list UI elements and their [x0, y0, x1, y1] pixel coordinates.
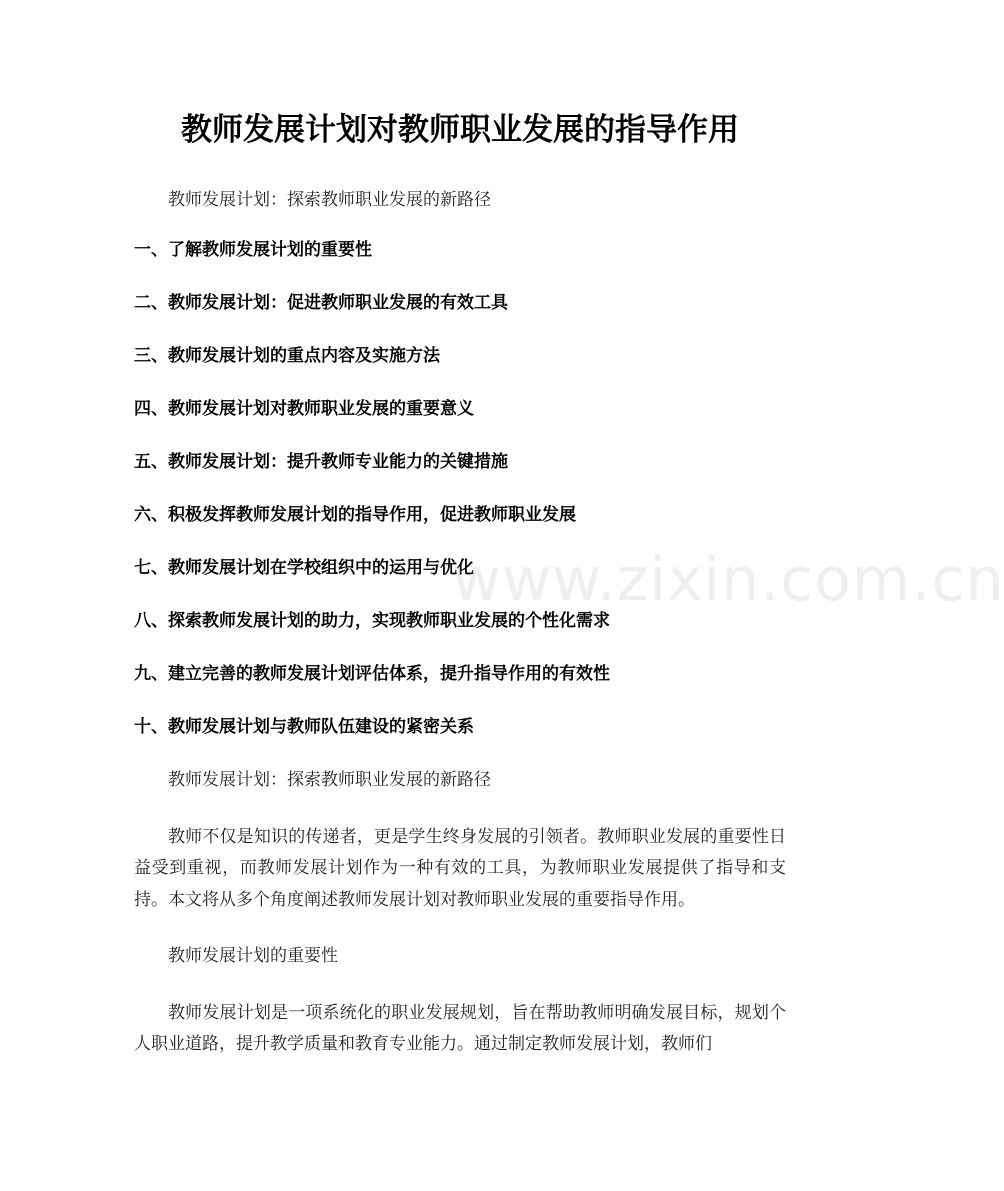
body-text — [134, 765, 786, 1086]
document-subtitle: 教师发展计划：探索教师职业发展的新路径 — [168, 190, 491, 210]
toc-item: 九、建立完善的教师发展计划评估体系，提升指导作用的有效性 — [134, 664, 610, 684]
toc-item: 八、探索教师发展计划的助力，实现教师职业发展的个性化需求 — [134, 611, 610, 631]
section-heading: 教师发展计划的重要性 — [168, 946, 338, 966]
toc-item: 七、教师发展计划在学校组织中的运用与优化 — [134, 558, 474, 578]
toc-item: 四、教师发展计划对教师职业发展的重要意义 — [134, 399, 474, 419]
table-of-contents — [134, 237, 610, 767]
toc-item: 五、教师发展计划：提升教师专业能力的关键措施 — [134, 452, 508, 472]
toc-item: 三、教师发展计划的重点内容及实施方法 — [134, 346, 440, 366]
toc-item: 一、了解教师发展计划的重要性 — [134, 240, 372, 260]
section-heading: 教师发展计划：探索教师职业发展的新路径 — [168, 770, 491, 790]
toc-item: 六、积极发挥教师发展计划的指导作用，促进教师职业发展 — [134, 505, 576, 525]
watermark: www.zixin.com.cn — [452, 545, 1004, 615]
toc-item: 十、教师发展计划与教师队伍建设的紧密关系 — [134, 717, 474, 737]
paragraph: 教师不仅是知识的传递者，更是学生终身发展的引领者。教师职业发展的重要性日益受到重视，而教师发展计划作为一种有效的工具，为教师职业发展提供了指导和支持。本文将从多个角度阐述教师发展计划对教师职业发展的重要指导作用。 — [134, 826, 786, 910]
document-title: 教师发展计划对教师职业发展的指导作用 — [181, 112, 739, 148]
toc-item: 二、教师发展计划：促进教师职业发展的有效工具 — [134, 293, 508, 313]
paragraph: 教师发展计划是一项系统化的职业发展规划，旨在帮助教师明确发展目标，规划个人职业道路，提升教学质量和教育专业能力。通过制定教师发展计划，教师们 — [134, 1002, 786, 1054]
